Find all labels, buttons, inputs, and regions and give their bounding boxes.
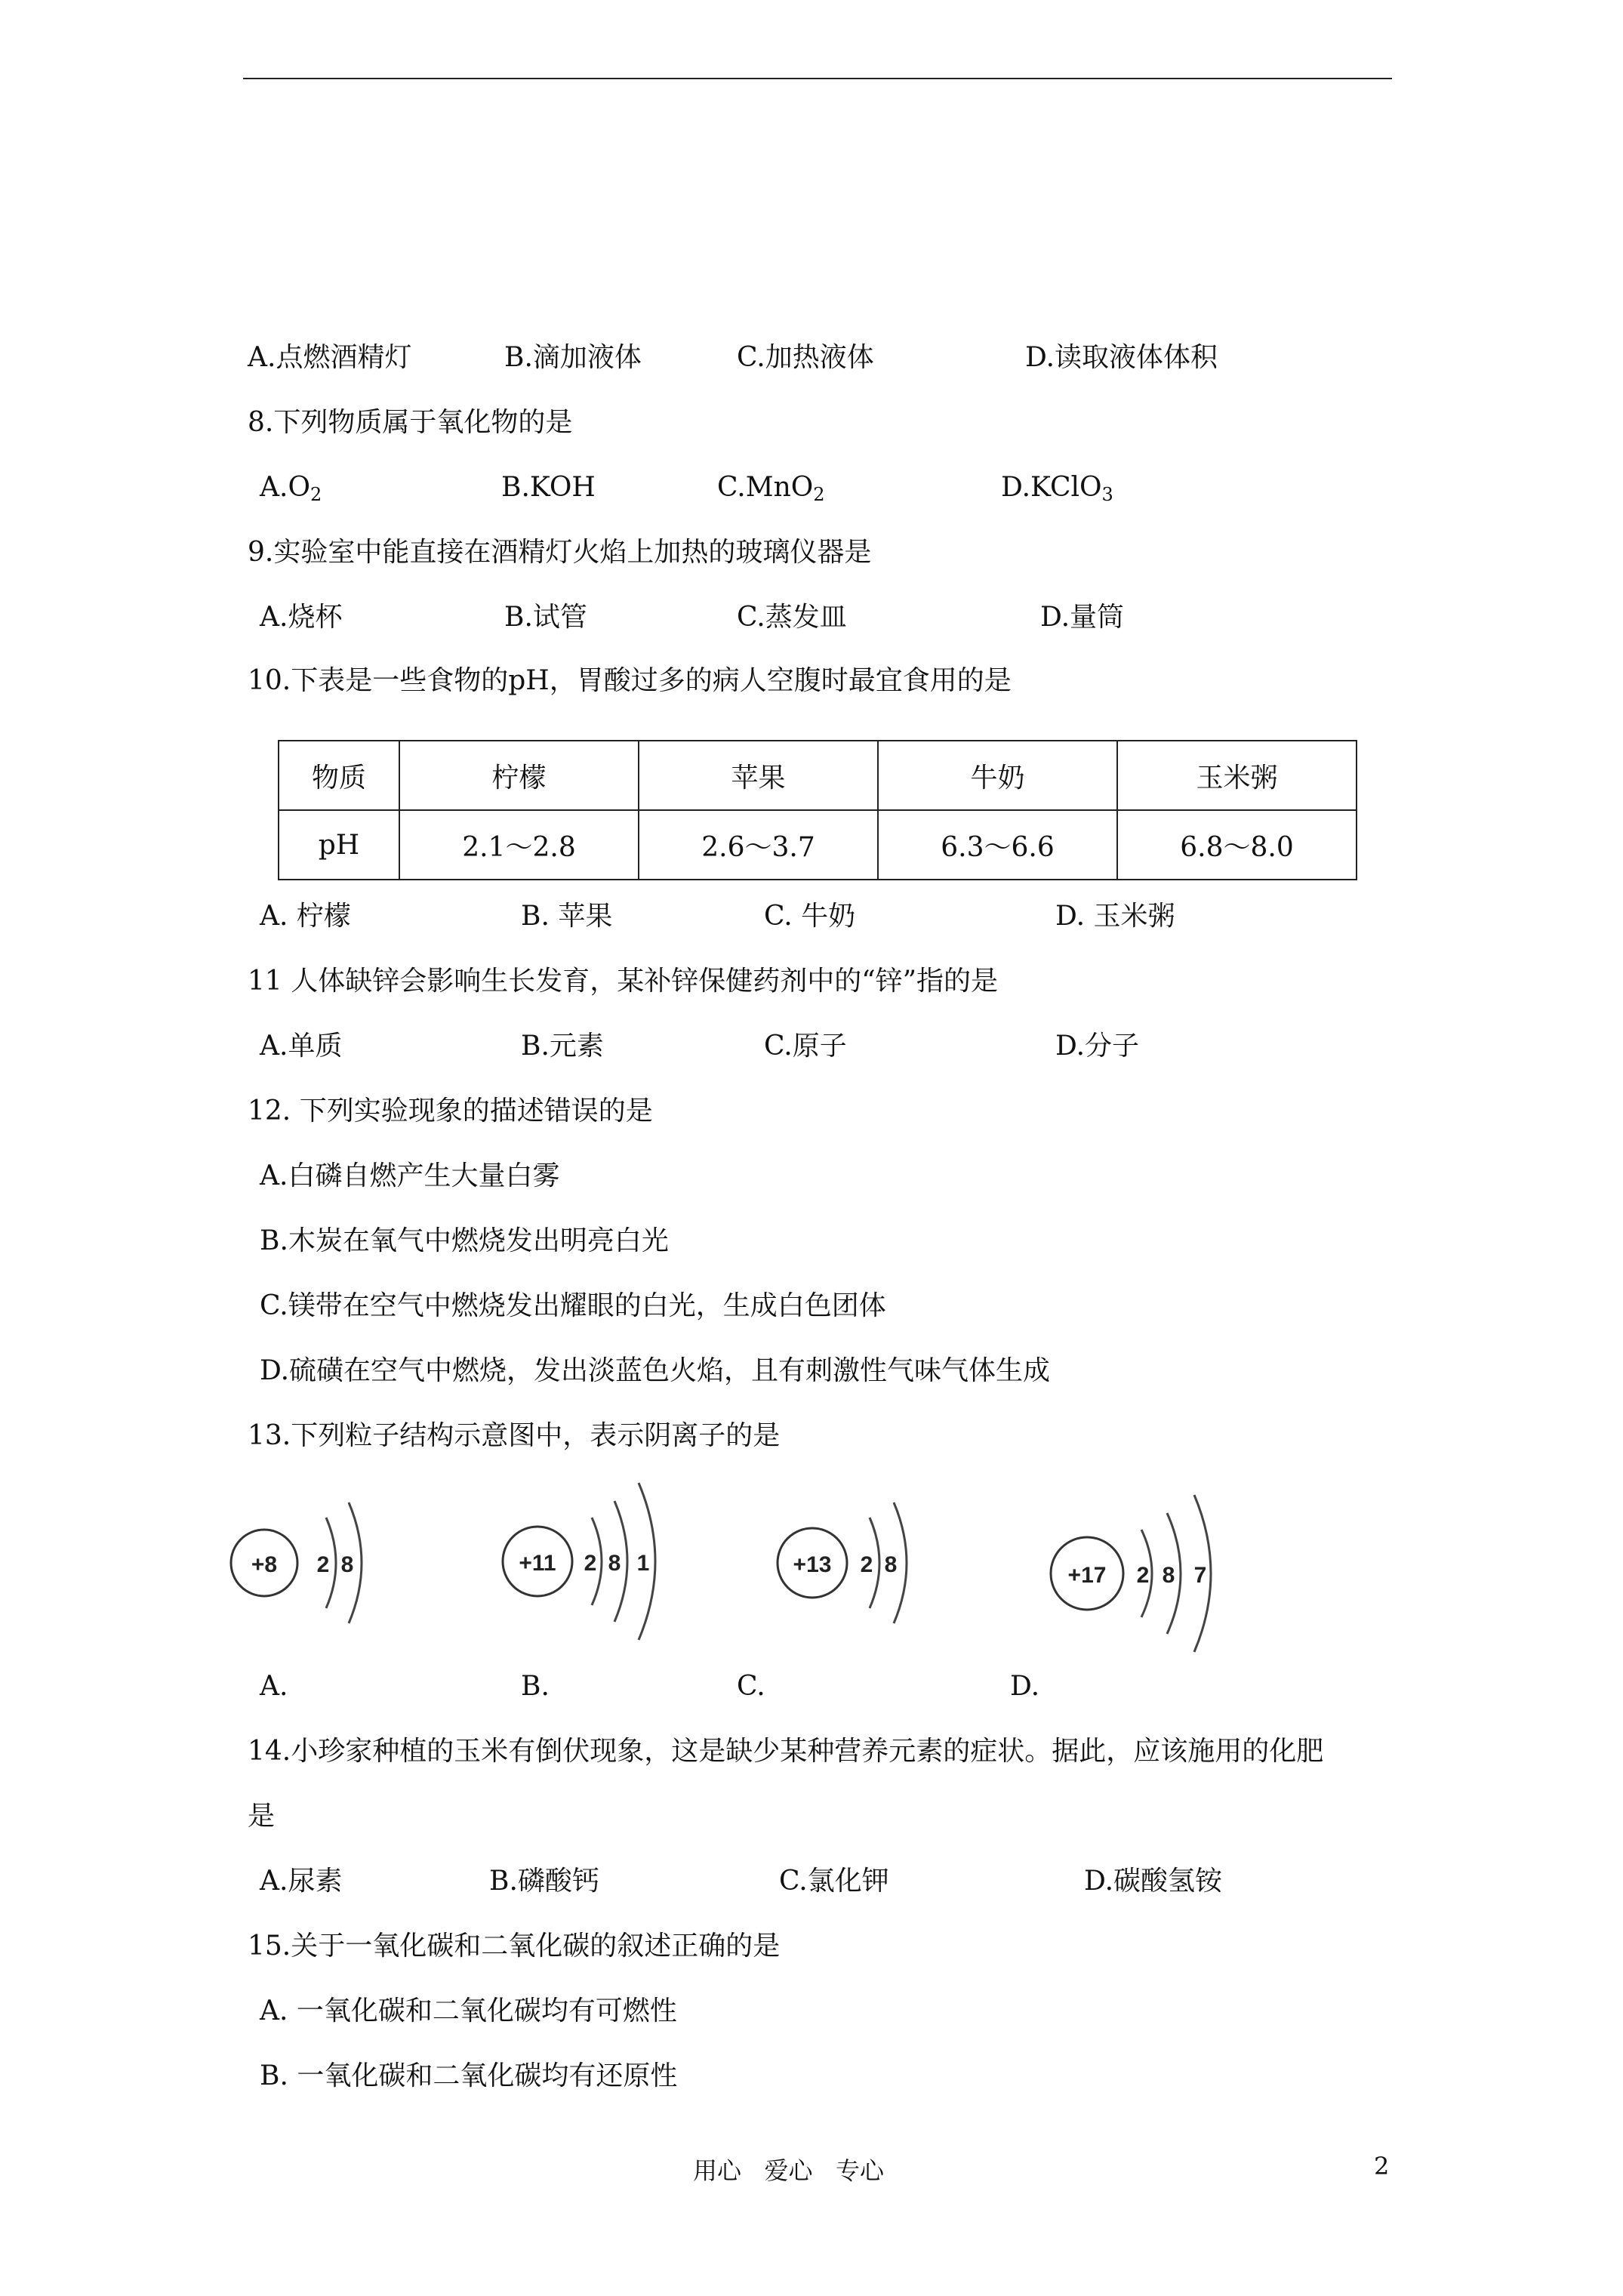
shell-electrons: 7 [1193,1563,1207,1588]
q8-option-d: D.KClO$_3$ [1001,472,1113,505]
table-cell: 牛奶 [878,741,1117,810]
shell-electrons: 8 [884,1552,898,1577]
table-cell: 玉米粥 [1117,741,1357,810]
nucleus-label: +17 [1067,1563,1107,1588]
q14-option-a: A.尿素 [260,1866,343,1897]
q13-option-a: A. [260,1671,288,1702]
q13-option-d: D. [1010,1671,1040,1702]
q12-option-a: A.白磷自燃产生大量白雾 [260,1160,560,1191]
nucleus-label: +13 [793,1552,832,1577]
table-row [279,810,1357,880]
nucleus-label: +8 [251,1552,278,1577]
q9-option-d: D.量筒 [1040,602,1125,633]
shell-electrons: 8 [340,1552,354,1577]
q14-stem: 14.小珍家种植的玉米有倒伏现象，这是缺少某种营养元素的症状。据此，应该施用的化肥 [248,1736,1324,1767]
nucleus-label: +11 [519,1551,556,1576]
q14-option-c: C.氯化钾 [779,1866,889,1897]
q9-stem: 9.实验室中能直接在酒精灯火焰上加热的玻璃仪器是 [248,537,872,568]
q12-option-c: C.镁带在空气中燃烧发出耀眼的白光，生成白色团体 [260,1290,886,1321]
q10-stem: 10.下表是一些食物的pH，胃酸过多的病人空腹时最宜食用的是 [248,665,1012,696]
q7-option-a: A.点燃酒精灯 [248,342,412,373]
q10-option-b: B. 苹果 [521,901,613,932]
q10-option-c: C. 牛奶 [764,901,856,932]
table-cell: 柠檬 [399,741,639,810]
table-cell: 6.3～6.6 [878,810,1117,880]
q14-stem-continued: 是 [248,1801,276,1832]
q8-option-b: B.KOH [501,472,596,503]
header-rule [243,78,1392,79]
page-number: 2 [1374,2152,1390,2180]
atom-diagram-b [503,1483,655,1640]
table-cell: 6.8～8.0 [1117,810,1357,880]
atom-diagram-c [778,1502,907,1623]
q7-option-b: B.滴加液体 [504,342,642,373]
q11-stem: 11 人体缺锌会影响生长发育，某补锌保健药剂中的“锌”指的是 [248,966,999,997]
q11-option-c: C.原子 [764,1031,847,1062]
q13-option-c: C. [737,1671,765,1702]
table-cell: pH [279,810,399,880]
shell-electrons: 2 [860,1552,873,1577]
q14-option-b: B.磷酸钙 [489,1866,599,1897]
table-header-row [279,741,1357,810]
ph-table [278,740,1357,880]
footer-motto: 用心 爱心 专心 [693,2156,885,2185]
q8-stem: 8.下列物质属于氧化物的是 [248,407,573,438]
q11-option-b: B.元素 [521,1031,604,1062]
q15-option-a: A. 一氧化碳和二氧化碳均有可燃性 [260,1996,677,2026]
atom-diagram-a [231,1502,362,1623]
q8-option-a: $A.O_2$ [260,472,322,505]
q15-option-b: B. 一氧化碳和二氧化碳均有还原性 [260,2060,678,2091]
q12-stem: 12. 下列实验现象的描述错误的是 [248,1096,653,1126]
atom-structure-diagrams [226,1472,1283,1699]
q12-option-d: D.硫磺在空气中燃烧，发出淡蓝色火焰，且有刺激性气味气体生成 [260,1355,1051,1386]
q10-option-a: A. 柠檬 [260,901,351,932]
shell-electrons: 1 [636,1551,650,1576]
q7-option-d: D.读取液体体积 [1025,342,1218,373]
q7-option-c: C.加热液体 [737,342,874,373]
q11-option-d: D.分子 [1055,1031,1140,1062]
shell-electrons: 2 [1136,1563,1150,1588]
q9-option-b: B.试管 [504,602,587,633]
q12-option-b: B.木炭在氧气中燃烧发出明亮白光 [260,1225,669,1256]
q13-option-b: B. [521,1671,550,1702]
q8-option-c: C.MnO$_2$ [717,472,825,505]
table-cell: 2.1～2.8 [399,810,639,880]
q11-option-a: A.单质 [260,1031,343,1062]
shell-electrons: 2 [584,1551,597,1576]
table-cell: 苹果 [639,741,878,810]
shell-electrons: 2 [316,1552,330,1577]
atom-diagram-d [1051,1495,1211,1652]
table-cell: 2.6～3.7 [639,810,878,880]
shell-electrons: 8 [1162,1563,1175,1588]
q14-option-d: D.碳酸氢铵 [1084,1866,1223,1897]
q15-stem: 15.关于一氧化碳和二氧化碳的叙述正确的是 [248,1931,781,1962]
q9-option-c: C.蒸发皿 [737,602,847,633]
q13-stem: 13.下列粒子结构示意图中，表示阴离子的是 [248,1420,781,1451]
q10-option-d: D. 玉米粥 [1055,901,1175,932]
table-cell: 物质 [279,741,399,810]
shell-electrons: 8 [608,1551,621,1576]
q9-option-a: A.烧杯 [260,602,343,633]
